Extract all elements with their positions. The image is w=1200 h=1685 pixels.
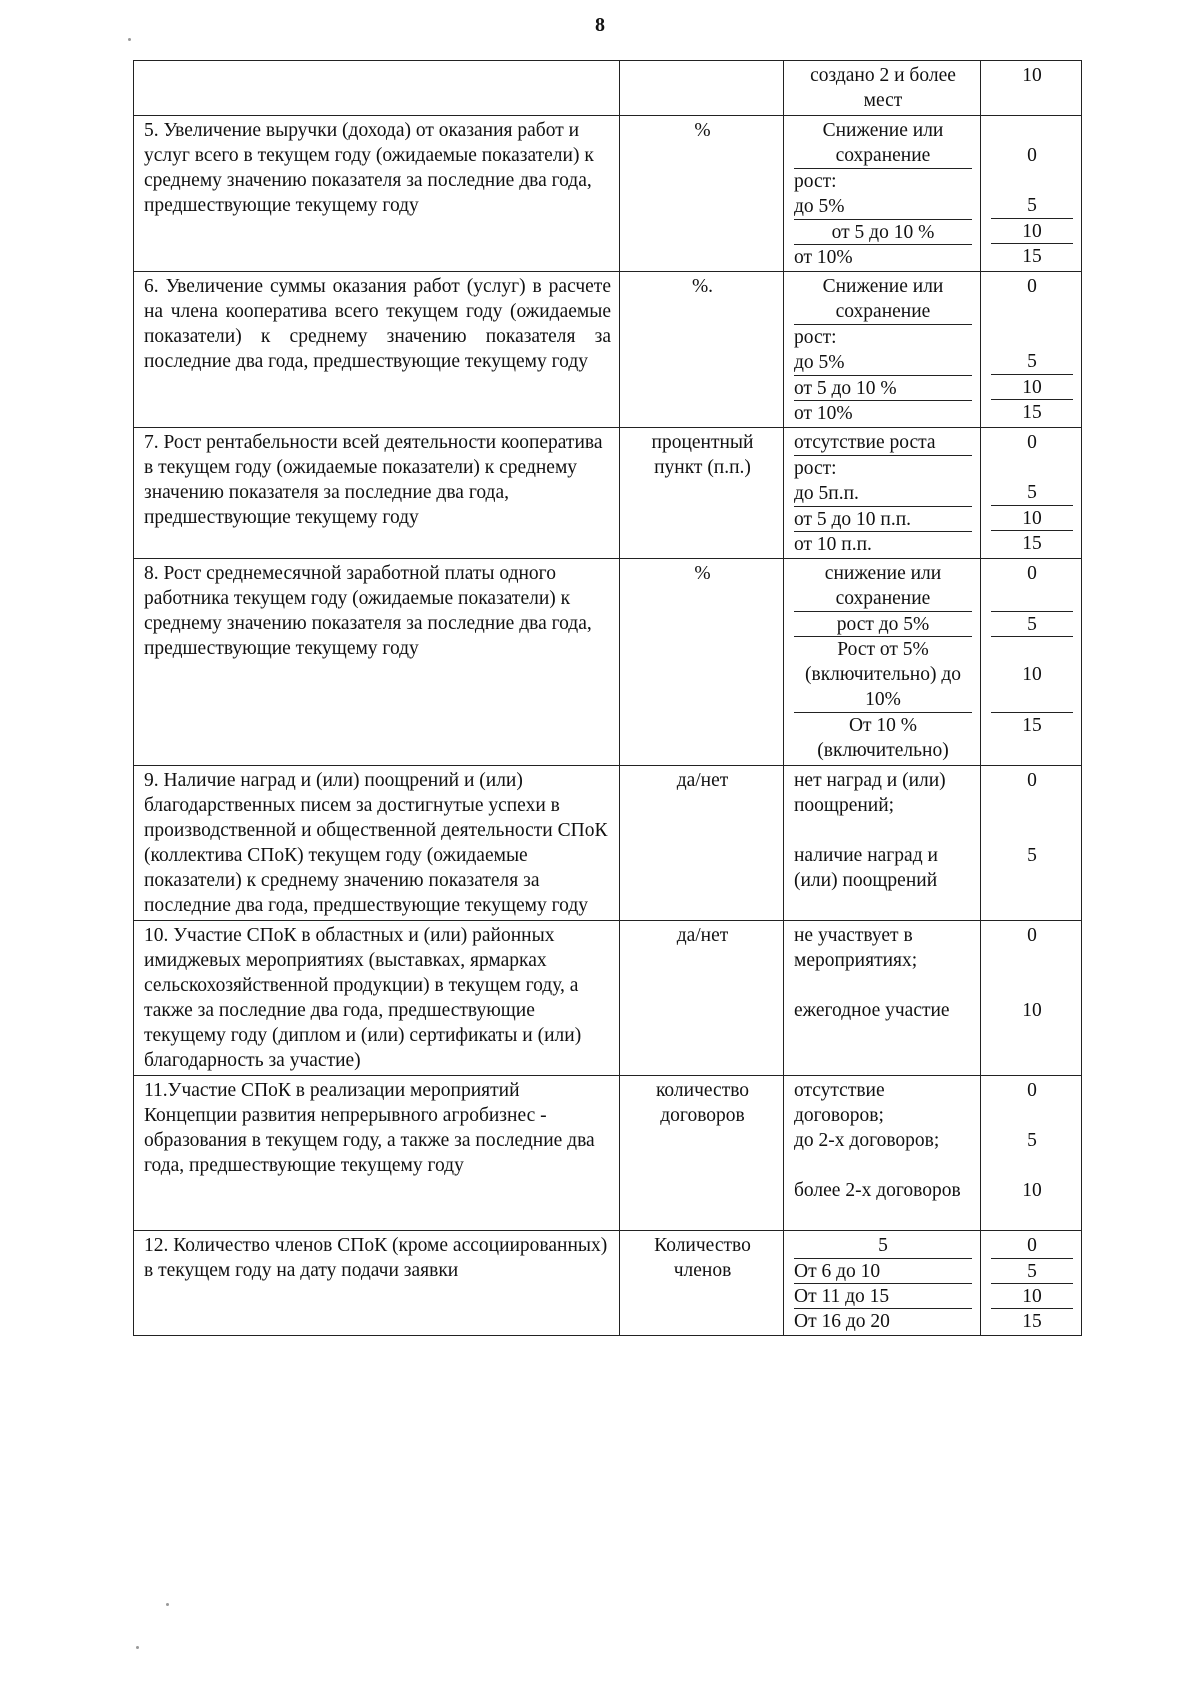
unit-cell: процентный пункт (п.п.) [620,428,784,559]
points-cell [981,1076,1082,1231]
points-value: 0 [1027,1235,1037,1256]
option-label: снижение или сохранение [824,563,942,609]
option-label: отсутствие роста [794,432,936,453]
option-label: Рост от 5% (включительно) до 10% [794,636,972,712]
points-value: 5 [1027,845,1037,866]
option-label: От 6 до 10 [794,1258,972,1283]
points-cell [981,766,1082,921]
points-value: 15 [991,243,1073,268]
option-cell [784,1076,981,1231]
points-value: 15 [991,1308,1073,1333]
points-value: 10 [1022,1180,1042,1201]
points-cell [981,116,1082,272]
points-value: 5 [991,1258,1073,1283]
indicator-cell: 9. Наличие наград и (или) поощрений и (или) благодарственных писем за достигнутые успехи в производственной и общественной деятельности СПоК (коллектива СПоК) текущем году (ожидаемые показатели) к среднему значению показателя за последние два года, предшествующие текущему году [134,766,620,921]
points-value: 10 [1022,65,1042,86]
option-label: От 16 до 20 [794,1308,972,1333]
unit-cell: %. [620,272,784,428]
option-label: до 2-х договоров; [794,1130,940,1151]
option-label-text: до 5% [794,352,845,373]
option-label: более 2-х договоров [794,1180,961,1201]
points-cell [981,428,1082,559]
option-label: не участвует в мероприятиях; [794,925,918,971]
option-label: ежегодное участие [794,1000,950,1021]
points-value: 10 [991,374,1073,399]
points-value: 5 [991,611,1073,636]
points-value: 5 [1027,351,1037,372]
points-value: 0 [1027,432,1037,453]
indicator-cell [134,61,620,116]
option-label: от 5 до 10 п.п. [794,506,972,531]
points-value: 5 [1027,1130,1037,1151]
unit-cell: % [620,116,784,272]
option-label-head: рост: [794,327,837,348]
scan-speck [166,1603,169,1606]
option-label: от 10% [794,244,972,269]
option-label: Снижение или сохранение [822,120,944,166]
option-cell [784,766,981,921]
criteria-table [133,60,1082,1336]
table-row [134,61,1082,116]
points-value: 0 [1027,145,1037,166]
option-label: От 11 до 15 [794,1283,972,1308]
option-label [794,324,972,375]
option-cell [784,272,981,428]
option-label: от 5 до 10 % [794,375,972,400]
points-value: 5 [1027,482,1037,503]
option-label: от 10 п.п. [794,531,972,556]
option-label: наличие наград и (или) поощрений [794,845,938,891]
option-label [794,168,972,219]
points-cell [981,1231,1082,1336]
option-label-text: до 5п.п. [794,483,859,504]
points-value: 5 [1027,195,1037,216]
table-row [134,1231,1082,1336]
option-label: рост до 5% [794,611,972,636]
points-value: 15 [991,712,1073,763]
option-label-text: до 5% [794,196,845,217]
option-cell [784,116,981,272]
unit-cell: Количество членов [620,1231,784,1336]
unit-cell [620,61,784,116]
points-value: 15 [991,530,1073,555]
indicator-cell: 11.Участие СПоК в реализации мероприятий Концепции развития непрерывного агробизнес - образования в текущем году, а также за последние два года, предшествующие текущему году [134,1076,620,1231]
table-row [134,766,1082,921]
option-label: Снижение или сохранение [822,276,944,322]
table-row [134,921,1082,1076]
table-row [134,1076,1082,1231]
option-label-head: рост: [794,171,837,192]
option-label: отсутствие договоров; [794,1080,885,1126]
table-row [134,559,1082,766]
points-value: 10 [991,636,1073,712]
scan-speck [136,1646,139,1649]
option-label: От 10 % (включительно) [794,712,972,763]
points-value: 10 [991,218,1073,243]
points-value: 15 [991,399,1073,424]
option-label: от 5 до 10 % [794,219,972,244]
table-row [134,272,1082,428]
indicator-cell: 7. Рост рентабельности всей деятельности кооператива в текущем году (ожидаемые показатели) к среднему значению показателя за последние два года, предшествующие текущему году [134,428,620,559]
option-label: 5 [878,1235,888,1256]
page-number: 8 [595,14,605,36]
unit-cell: да/нет [620,921,784,1076]
indicator-cell: 12. Количество членов СПоК (кроме ассоциированных) в текущем году на дату подачи заявки [134,1231,620,1336]
option-cell [784,61,981,116]
indicator-cell: 5. Увеличение выручки (дохода) от оказания работ и услуг всего в текущем году (ожидаемые показатели) к среднему значению показателя за последние два года, предшествующие текущему году [134,116,620,272]
table-row [134,116,1082,272]
points-cell [981,272,1082,428]
scan-speck [128,38,131,41]
option-cell [784,1231,981,1336]
indicator-cell: 8. Рост среднемесячной заработной платы одного работника текущем году (ожидаемые показатели) к среднему значению показателя за последние два года, предшествующие текущему году [134,559,620,766]
option-cell [784,428,981,559]
points-cell [981,921,1082,1076]
points-value: 0 [1027,1080,1037,1101]
option-cell [784,921,981,1076]
points-value: 10 [991,505,1073,530]
option-label: нет наград и (или) поощрений; [794,770,946,816]
unit-cell: да/нет [620,766,784,921]
option-label [794,455,972,506]
points-value: 0 [1027,563,1037,584]
option-label-head: рост: [794,458,837,479]
option-cell [784,559,981,766]
unit-cell: % [620,559,784,766]
indicator-cell: 6. Увеличение суммы оказания работ (услуг) в расчете на члена кооператива всего текущем году (ожидаемые показатели) к среднему значению показателя за последние два года, предшествующие текущему году [134,272,620,428]
option-label: создано 2 и более мест [810,65,956,111]
points-value: 0 [1027,276,1037,297]
points-value: 10 [1022,1000,1042,1021]
points-cell [981,61,1082,116]
table-row [134,428,1082,559]
unit-cell: количество договоров [620,1076,784,1231]
points-value: 0 [1027,925,1037,946]
points-value: 10 [991,1283,1073,1308]
option-label: от 10% [794,400,972,425]
points-cell [981,559,1082,766]
points-value: 0 [1027,770,1037,791]
indicator-cell: 10. Участие СПоК в областных и (или) районных имиджевых мероприятиях (выставках, ярмарках сельскохозяйственной продукции) в текущем году, а также за последние два года, предшествующие текущему году (диплом и (или) сертификаты и (или) благодарность за участие) [134,921,620,1076]
